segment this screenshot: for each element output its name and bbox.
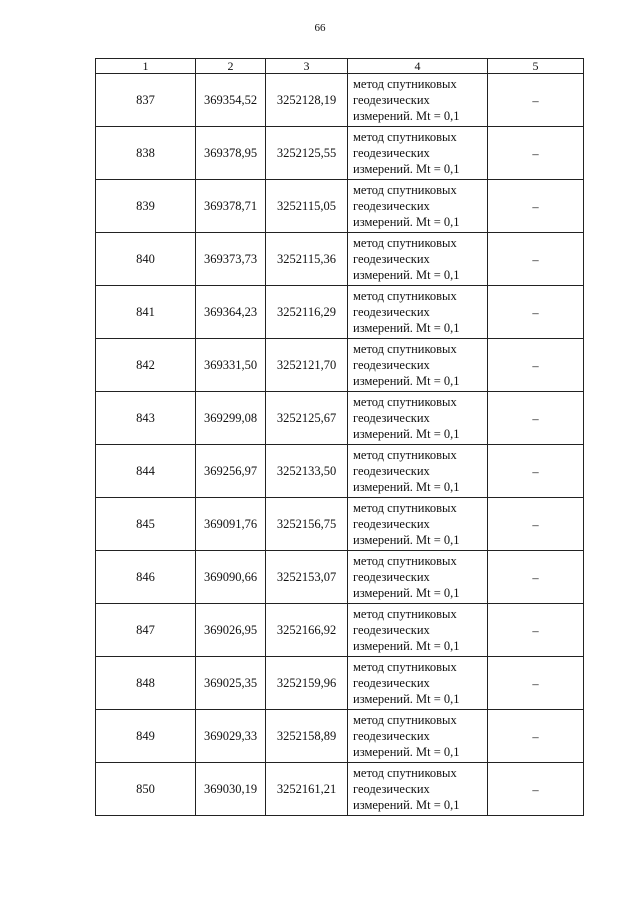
note-cell: [488, 339, 584, 392]
method-line-3: измерений. Mt = 0,1: [353, 321, 460, 335]
note-dash: –: [532, 199, 539, 214]
method-line-2: геодезических: [353, 305, 430, 319]
note-dash: –: [532, 570, 539, 585]
note-cell: [488, 127, 584, 180]
point-number: 848: [96, 657, 196, 710]
method-line-1: метод спутниковых: [353, 289, 457, 303]
header-col-1: 1: [96, 59, 196, 74]
coordinate-x: 369029,33: [196, 710, 266, 763]
method-line-1: метод спутниковых: [353, 607, 457, 621]
coordinate-y: 3252166,92: [266, 604, 348, 657]
method-line-3: измерений. Mt = 0,1: [353, 162, 460, 176]
note-cell: [488, 74, 584, 127]
header-col-2: 2: [196, 59, 266, 74]
point-number: 850: [96, 763, 196, 816]
coordinate-x: 369091,76: [196, 498, 266, 551]
note-dash: –: [532, 676, 539, 691]
method-line-3: измерений. Mt = 0,1: [353, 586, 460, 600]
method-line-1: метод спутниковых: [353, 342, 457, 356]
table-row: [96, 763, 584, 816]
coordinate-y: 3252125,67: [266, 392, 348, 445]
method-line-3: измерений. Mt = 0,1: [353, 533, 460, 547]
coordinate-x: 369299,08: [196, 392, 266, 445]
note-cell: [488, 180, 584, 233]
point-number: 846: [96, 551, 196, 604]
method-description: [348, 551, 488, 604]
method-line-2: геодезических: [353, 464, 430, 478]
coordinate-y: 3252159,96: [266, 657, 348, 710]
point-number: 840: [96, 233, 196, 286]
coordinate-y: 3252121,70: [266, 339, 348, 392]
method-line-3: измерений. Mt = 0,1: [353, 692, 460, 706]
coordinate-y: 3252125,55: [266, 127, 348, 180]
coordinate-x: 369026,95: [196, 604, 266, 657]
point-number: 838: [96, 127, 196, 180]
table-row: [96, 604, 584, 657]
method-line-3: измерений. Mt = 0,1: [353, 374, 460, 388]
table-row: [96, 710, 584, 763]
method-description: [348, 392, 488, 445]
method-line-1: метод спутниковых: [353, 713, 457, 727]
point-number: 845: [96, 498, 196, 551]
coordinate-x: 369256,97: [196, 445, 266, 498]
note-cell: [488, 286, 584, 339]
method-line-2: геодезических: [353, 358, 430, 372]
method-line-3: измерений. Mt = 0,1: [353, 427, 460, 441]
method-line-3: измерений. Mt = 0,1: [353, 480, 460, 494]
method-description: [348, 233, 488, 286]
note-cell: [488, 445, 584, 498]
table-row: [96, 445, 584, 498]
method-line-1: метод спутниковых: [353, 501, 457, 515]
coordinate-y: 3252156,75: [266, 498, 348, 551]
coordinate-y: 3252153,07: [266, 551, 348, 604]
table-row: [96, 233, 584, 286]
coordinate-x: 369354,52: [196, 74, 266, 127]
coordinate-y: 3252116,29: [266, 286, 348, 339]
method-line-2: геодезических: [353, 782, 430, 796]
method-description: [348, 74, 488, 127]
coordinate-x: 369364,23: [196, 286, 266, 339]
note-dash: –: [532, 623, 539, 638]
point-number: 843: [96, 392, 196, 445]
method-description: [348, 445, 488, 498]
method-line-3: измерений. Mt = 0,1: [353, 215, 460, 229]
method-description: [348, 657, 488, 710]
coordinate-y: 3252158,89: [266, 710, 348, 763]
table-row: [96, 180, 584, 233]
method-line-1: метод спутниковых: [353, 236, 457, 250]
table-row: [96, 339, 584, 392]
point-number: 849: [96, 710, 196, 763]
method-line-2: геодезических: [353, 570, 430, 584]
note-dash: –: [532, 464, 539, 479]
table-row: [96, 657, 584, 710]
point-number: 837: [96, 74, 196, 127]
method-line-3: измерений. Mt = 0,1: [353, 745, 460, 759]
note-dash: –: [532, 411, 539, 426]
note-cell: [488, 710, 584, 763]
point-number: 839: [96, 180, 196, 233]
table-header-row: [96, 59, 584, 74]
coordinate-y: 3252115,05: [266, 180, 348, 233]
note-dash: –: [532, 305, 539, 320]
method-description: [348, 180, 488, 233]
coordinate-x: 369331,50: [196, 339, 266, 392]
method-line-2: геодезических: [353, 623, 430, 637]
header-col-3: 3: [266, 59, 348, 74]
point-number: 842: [96, 339, 196, 392]
point-number: 847: [96, 604, 196, 657]
note-cell: [488, 233, 584, 286]
method-line-1: метод спутниковых: [353, 395, 457, 409]
header-col-4: 4: [348, 59, 488, 74]
method-line-3: измерений. Mt = 0,1: [353, 109, 460, 123]
table-row: [96, 498, 584, 551]
method-line-2: геодезических: [353, 729, 430, 743]
coordinates-table: [95, 58, 584, 816]
table-row: [96, 286, 584, 339]
method-line-2: геодезических: [353, 93, 430, 107]
note-cell: [488, 657, 584, 710]
method-description: [348, 339, 488, 392]
method-line-1: метод спутниковых: [353, 660, 457, 674]
method-line-3: измерений. Mt = 0,1: [353, 639, 460, 653]
method-line-1: метод спутниковых: [353, 130, 457, 144]
coordinate-x: 369378,95: [196, 127, 266, 180]
table-row: [96, 127, 584, 180]
method-line-3: измерений. Mt = 0,1: [353, 798, 460, 812]
method-description: [348, 286, 488, 339]
coordinate-x: 369090,66: [196, 551, 266, 604]
note-cell: [488, 498, 584, 551]
note-cell: [488, 604, 584, 657]
method-line-1: метод спутниковых: [353, 554, 457, 568]
point-number: 841: [96, 286, 196, 339]
method-line-2: геодезических: [353, 252, 430, 266]
note-dash: –: [532, 93, 539, 108]
table-row: [96, 392, 584, 445]
note-dash: –: [532, 146, 539, 161]
note-dash: –: [532, 252, 539, 267]
note-dash: –: [532, 358, 539, 373]
method-description: [348, 498, 488, 551]
note-cell: [488, 551, 584, 604]
method-line-2: геодезических: [353, 517, 430, 531]
method-line-2: геодезических: [353, 676, 430, 690]
note-cell: [488, 763, 584, 816]
method-line-1: метод спутниковых: [353, 766, 457, 780]
method-line-1: метод спутниковых: [353, 77, 457, 91]
method-description: [348, 127, 488, 180]
coordinate-x: 369025,35: [196, 657, 266, 710]
coordinate-x: 369030,19: [196, 763, 266, 816]
note-cell: [488, 392, 584, 445]
method-line-2: геодезических: [353, 199, 430, 213]
coordinate-y: 3252128,19: [266, 74, 348, 127]
method-line-2: геодезических: [353, 146, 430, 160]
coordinate-x: 369373,73: [196, 233, 266, 286]
header-col-5: 5: [488, 59, 584, 74]
table-row: [96, 74, 584, 127]
page-number: 66: [314, 22, 326, 34]
coordinate-y: 3252115,36: [266, 233, 348, 286]
coordinate-y: 3252161,21: [266, 763, 348, 816]
method-line-2: геодезических: [353, 411, 430, 425]
method-line-1: метод спутниковых: [353, 183, 457, 197]
table-row: [96, 551, 584, 604]
method-line-1: метод спутниковых: [353, 448, 457, 462]
method-description: [348, 604, 488, 657]
point-number: 844: [96, 445, 196, 498]
note-dash: –: [532, 782, 539, 797]
method-description: [348, 710, 488, 763]
coordinate-x: 369378,71: [196, 180, 266, 233]
method-description: [348, 763, 488, 816]
method-line-3: измерений. Mt = 0,1: [353, 268, 460, 282]
coordinate-y: 3252133,50: [266, 445, 348, 498]
note-dash: –: [532, 729, 539, 744]
note-dash: –: [532, 517, 539, 532]
